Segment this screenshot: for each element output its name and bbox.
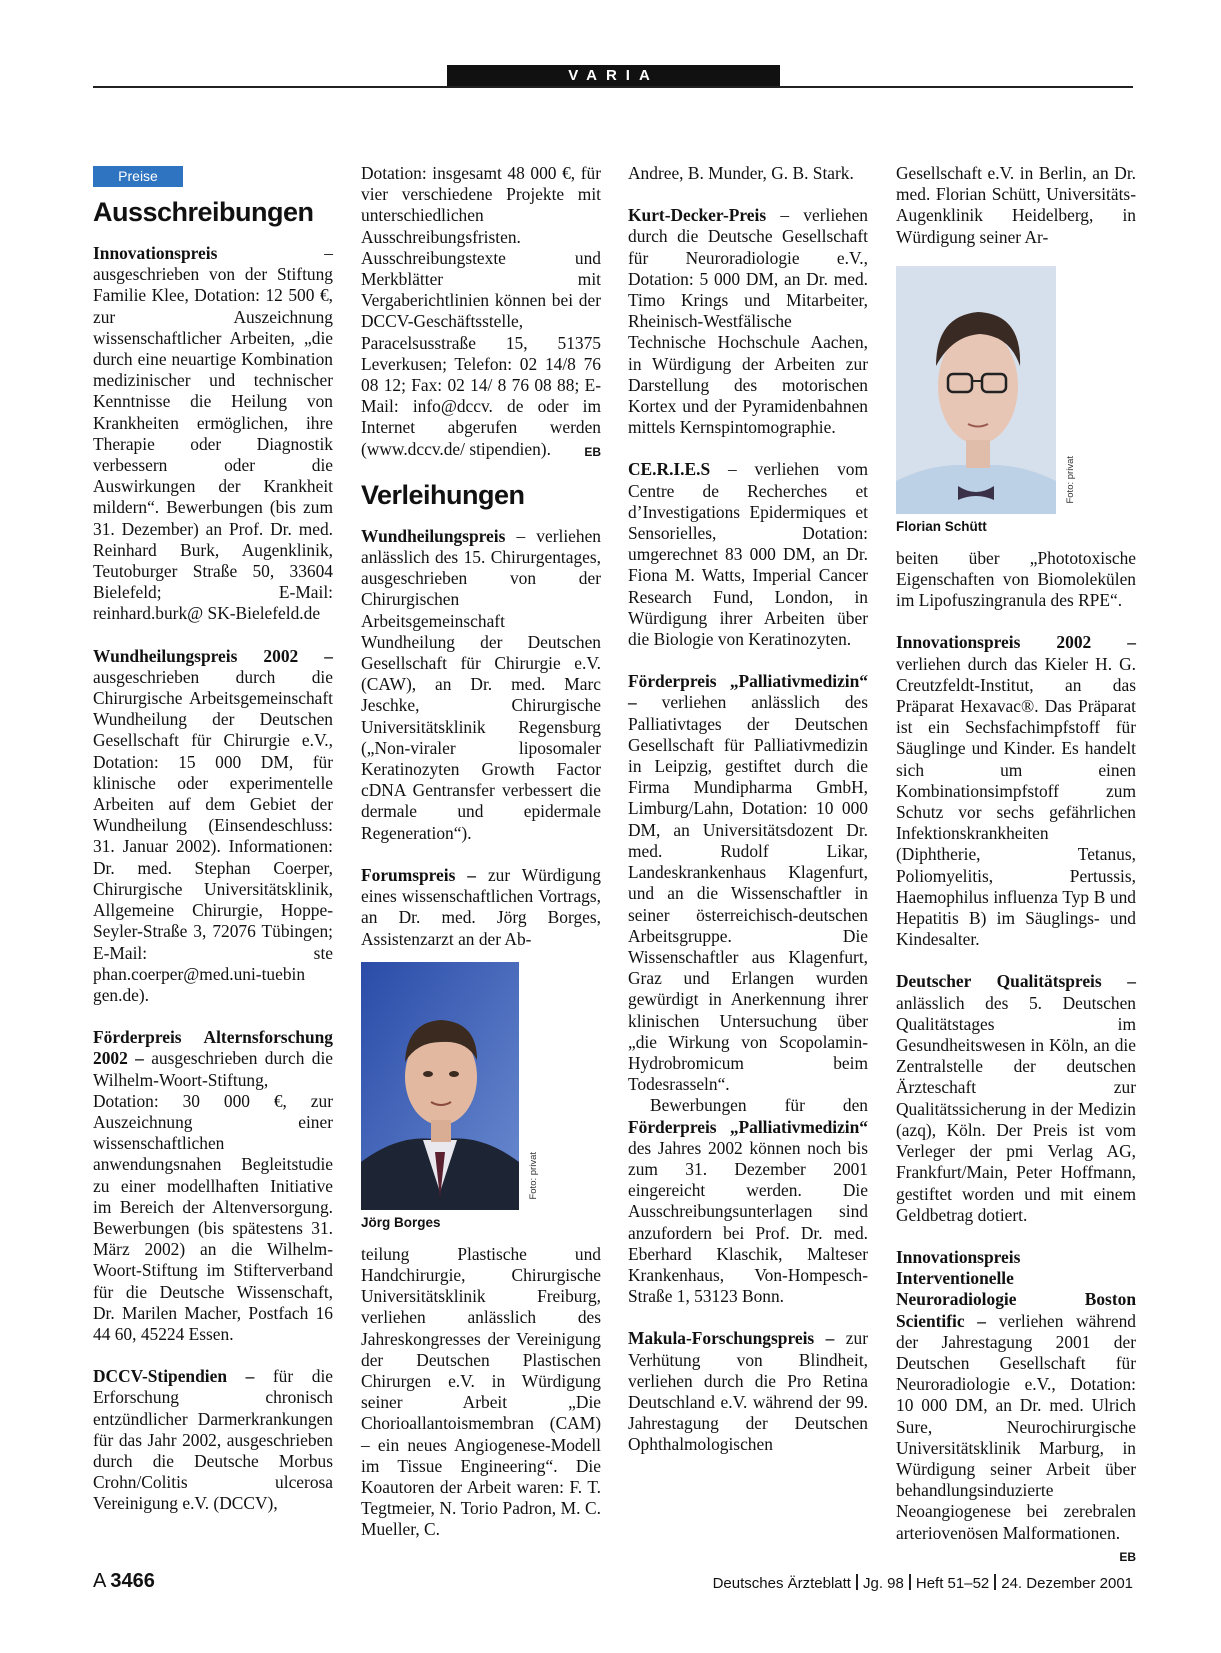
article-makula-end: [896, 548, 1136, 612]
journal-footer: [713, 1574, 1133, 1592]
article-text: Bewerbungen für den: [650, 1095, 868, 1116]
article-title: Wundheilungspreis: [361, 525, 506, 546]
article-title: Kurt-Decker-Preis: [628, 205, 767, 226]
article-text: verliehen durch das Kieler H. G. Creutzfeldt-Institut, an das Präparat Hexavac®. Das Präparat ist ein Sechsfachimpfstoff für Säuglinge und Kinder. Es handelt sich um einen Kombinationsimpfstoff zum Schutz vor sechs gefährlichen Infektionskrankheiten (Diphtherie, Tetanus, Poliomyelitis, Pertussis, Haemophilus influenza Typ B und Hepatitis B) im Säuglings- und Kindesalter.: [896, 653, 1136, 950]
article-title: Innovationspreis: [93, 243, 218, 263]
article-ceries: [628, 459, 868, 650]
article-deutscher-qualitaetspreis: [896, 971, 1136, 1225]
author-initials: EB: [1119, 1549, 1136, 1564]
journal-volume: Jg. 98: [862, 1575, 904, 1592]
article-innovationspreis-2002: [896, 632, 1136, 950]
heading-ausschreibungen: Ausschreibungen: [93, 197, 314, 227]
heading-verleihungen: Verleihungen: [361, 479, 525, 510]
column-3: [628, 163, 868, 1456]
article-makula-continued: [896, 163, 1136, 248]
article-text: beiten über „Phototoxische Eigenschaften von Biomolekülen im Lipofuszingranula des RPE“.: [896, 547, 1136, 611]
article-palliativ-bewerbung: [628, 1095, 868, 1307]
header-rule: [93, 86, 1133, 88]
article-title: Makula-Forschungspreis –: [628, 1328, 835, 1349]
photo-caption: Florian Schütt: [896, 518, 987, 534]
column-1: [93, 163, 333, 1515]
column-4: [896, 163, 1136, 1568]
article-title: Wundheilungspreis 2002 –: [93, 645, 333, 666]
article-foerderpreis-palliativmedizin: [628, 671, 868, 1095]
divider: [909, 1574, 911, 1590]
journal-issue: Heft 51–52: [915, 1575, 990, 1592]
category-tag: Preise: [93, 166, 183, 187]
article-text: zur Verhütung von Blindheit, verliehen durch die Pro Retina Deutschland e.V. während der 99. Jahrestagung der Deutschen Ophthalmologischen: [628, 1328, 868, 1455]
article-title: Förderpreis „Palliativmedizin“ –: [628, 671, 868, 713]
article-forumspreis-end: [628, 163, 868, 184]
article-forumspreis-continued: [361, 1244, 601, 1541]
article-foerderpreis-alternsforschung: [93, 1027, 333, 1345]
article-text: teilung Plastische und Handchirurgie, Chirurgische Universitätsklinik Freiburg, verliehen anlässlich des Jahreskongresses der Vereinigung der Deutschen Plastischen Chirurgen e.V. in Würdigung seiner Arbeit „Die Chorioallantoismembran (CAM) – ein neues Angiogenese-Modell im Tissue Engineering“. Die Koautoren der Arbeit waren: F. T. Tegtmeier, N. Torio Padron, M. C. Mueller, C.: [361, 1243, 601, 1540]
article-title: Innovationspreis 2002 –: [896, 632, 1136, 653]
article-text: verliehen während der Jahrestagung 2001 der Deutschen Gesellschaft für Neuroradiologie e.V., Dotation: 10 000 DM, an Dr. med. Ulrich Sure, Neurochirurgische Universitätsklinik Marburg, in Würdigung seiner Arbeit über behandlungsinduzierte Neoangiogenese bei zerebralen arteriovenösen Malformationen.: [896, 1310, 1136, 1543]
article-text: anlässlich des 5. Deutschen Qualitätstages im Gesundheitswesen in Köln, an die Zentralstelle der deutschen Ärzteschaft zur Qualitätssicherung in der Medizin (azq), Köln. Der Preis ist vom Verleger der pmi Verlag AG, Frankfurt/Main, Peter Hoffmann, gestiftet worden und mit einem Geldbetrag dotiert.: [896, 992, 1136, 1225]
article-title: Forumspreis –: [361, 864, 476, 885]
divider: [994, 1574, 996, 1590]
portrait-image: [361, 962, 519, 1210]
article-title: Deutscher Qualitätspreis –: [896, 971, 1136, 992]
article-text: ausgeschrieben durch die Wilhelm-Woort-Stiftung, Dotation: 30 000 €, zur Auszeichnung einer wissenschaftlichen anwendungsnahen Begleitstudie zu einer modellhaften Initiative im Bereich der Altenversorgung. Bewerbungen (bis spätestens 31. März 2002) an die Wilhelm-Woort-Stiftung im Stifterverband für die Deutsche Wissenschaft, Dr. Marilen Macher, Postfach 16 44 60, 45224 Essen.: [93, 1048, 333, 1344]
article-text: – verliehen vom Centre de Recherches et d’Investigations Epidermiques et Sensorielles, Dotation: umgerechnet 83 000 DM, an Dr. Fiona M. Watts, Imperial Cancer Research Fund, London, in Würdigung ihrer Arbeiten über die Biologie von Keratinozyten.: [628, 459, 868, 650]
article-dccv-continued: [361, 163, 601, 460]
article-text: für die Erforschung chronisch entzündlicher Darmerkrankungen für das Jahr 2002, ausgeschrieben durch die Deutsche Morbus Crohn/Colitis ulcerosa Vereinigung e.V. (DCCV),: [93, 1366, 333, 1514]
photo-joerg-borges: [361, 962, 601, 1232]
article-text: – verliehen durch die Deutsche Gesellschaft für Neuroradiologie e.V., Dotation: 5 000 DM, an Dr. med. Timo Krings und Mitarbeiter, Rheinisch-Westfälische Technische Hochschule Aachen, in Würdigung der Arbeiten zur Darstellung des motorischen Kortex und der Pyramidenbahnen mittels Kernspintomographie.: [628, 205, 868, 438]
photo-caption: Jörg Borges: [361, 1214, 441, 1230]
article-wundheilungspreis: [361, 526, 601, 844]
section-header: VARIA: [447, 65, 780, 86]
photo-florian-schuett: [896, 266, 1136, 536]
article-title: Förderpreis Alternsforschung 2002 –: [93, 1027, 333, 1069]
article-title: CE.R.I.E.S: [628, 459, 711, 480]
article-text: verliehen anlässlich des Palliativtages der Deutschen Gesellschaft für Palliativmedizin in Leipzig, gestiftet durch die Firma Mundipharma GmbH, Limburg/Lahn, Dotation: 10 000 DM, an Universitätsdozent Dr. med. Rudolf Likar, Landeskrankenhaus Klagenfurt, und an die Wissenschaftler in seiner österreichisch-deutschen Arbeitsgruppe. Die Wissenschaftler aus Klagenfurt, Graz und Erlangen wurden gewürdigt in Anerkennung ihrer klinischen Untersuchung über „die Wirkung von Scopolamin-Hydrobromicum beim Todesrasseln“.: [628, 692, 868, 1095]
article-text: Dotation: insgesamt 48 000 €, für vier verschiedene Projekte mit unterschiedlichen Ausschreibungsfristen. Ausschreibungstexte und Merkblätter mit Vergaberichtlinien können bei der DCCV-Geschäftsstelle, Paracelsusstraße 15, 51375 Leverkusen; Telefon: 02 14/8 76 08 12; Fax: 02 14/ 8 76 08 88; E-Mail: info@dccv. de oder im Internet abgerufen werden (www.dccv.de/ stipendien).: [361, 163, 601, 459]
page-number-value: 3466: [110, 1570, 155, 1592]
article-forumspreis: [361, 865, 601, 950]
author-initials: EB: [584, 444, 601, 459]
article-dccv-stipendien: [93, 1366, 333, 1514]
article-wundheilungspreis-2002: [93, 646, 333, 1006]
article-makula-forschungspreis: [628, 1328, 868, 1455]
journal-date: 24. Dezember 2001: [1001, 1575, 1133, 1592]
article-text: – verliehen anlässlich des 15. Chirurgentages, ausgeschrieben von der Chirurgischen Arbeitsgemeinschaft Wundheilung der Deutschen Gesellschaft für Chirurgie e.V. (CAW), an Dr. med. Marc Jeschke, Chirurgische Universitätsklinik Regensburg („Non-viraler liposomaler Keratinozyten Growth Factor cDNA Gentransfer verbessert die dermale und epidermale Regeneration“).: [361, 525, 601, 843]
article-kurt-decker-preis: [628, 205, 868, 438]
divider: [856, 1574, 858, 1590]
page-prefix: A: [93, 1570, 107, 1592]
journal-name: Deutsches Ärzteblatt: [712, 1575, 851, 1592]
article-title: DCCV-Stipendien –: [93, 1366, 255, 1387]
article-text: – ausgeschrieben von der Stiftung Familie Klee, Dotation: 12 500 €, zur Auszeichnung wissenschaftlicher Arbeiten, „die durch eine neuartige Kombination medizinischer und technischer Kenntnisse die Heilung von Krankheiten ermöglichen, ihre Therapie oder Diagnostik verbessern oder die Auswirkungen der Krankheit mildern“. Bewerbungen (bis zum 31. Dezember) an Prof. Dr. med. Reinhard Burk, Augenklinik, Teutoburger Straße 50, 33604 Bielefeld; E-Mail: reinhard.burk@ SK-Bielefeld.de: [93, 243, 333, 624]
article-text: zur Würdigung eines wissenschaftlichen Vortrags, an Dr. med. Jörg Borges, Assistenzarzt an der Ab-: [361, 864, 601, 949]
article-text: ausgeschrieben durch die Chirurgische Arbeitsgemeinschaft Wundheilung der Deutschen Gesellschaft für Chirurgie e.V., Dotation: 15 000 DM, für klinische oder experimentelle Arbeiten auf dem Gebiet der Wundheilung (Einsendeschluss: 31. Januar 2002). Informationen: Dr. med. Stephan Coerper, Chirurgische Universitätsklinik, Allgemeine Chirurgie, Hoppe-Seyler-Straße 3, 72076 Tübingen; E-Mail: ste phan.coerper@med.uni-tuebin gen.de).: [93, 666, 333, 1005]
article-title: Förderpreis „Palliativmedizin“: [628, 1116, 868, 1137]
article-text: Gesellschaft e.V. in Berlin, an Dr. med. Florian Schütt, Universitäts-Augenklinik Heidelberg, in Würdigung seiner Ar-: [896, 163, 1136, 247]
column-2: [361, 163, 601, 1541]
article-title: Innovationspreis Interventionelle Neuroradiologie Boston Scientific –: [896, 1246, 1136, 1331]
portrait-image: [896, 266, 1056, 514]
photo-credit: Foto: privat: [528, 1151, 539, 1200]
article-innovationspreis: [93, 243, 333, 625]
article-text: Andree, B. Munder, G. B. Stark.: [628, 163, 854, 183]
page-number: [93, 1570, 155, 1593]
photo-credit: Foto: privat: [1065, 455, 1076, 504]
article-innovationspreis-neuroradiologie: [896, 1246, 1136, 1564]
article-text: des Jahres 2002 können noch bis zum 31. Dezember 2001 eingereicht werden. Die Ausschreibungsunterlagen sind anzufordern bei Prof. Dr. med. Eberhard Klaschik, Malteser Krankenhaus, Von-Hompesch-Straße 1, 53123 Bonn.: [628, 1137, 868, 1307]
